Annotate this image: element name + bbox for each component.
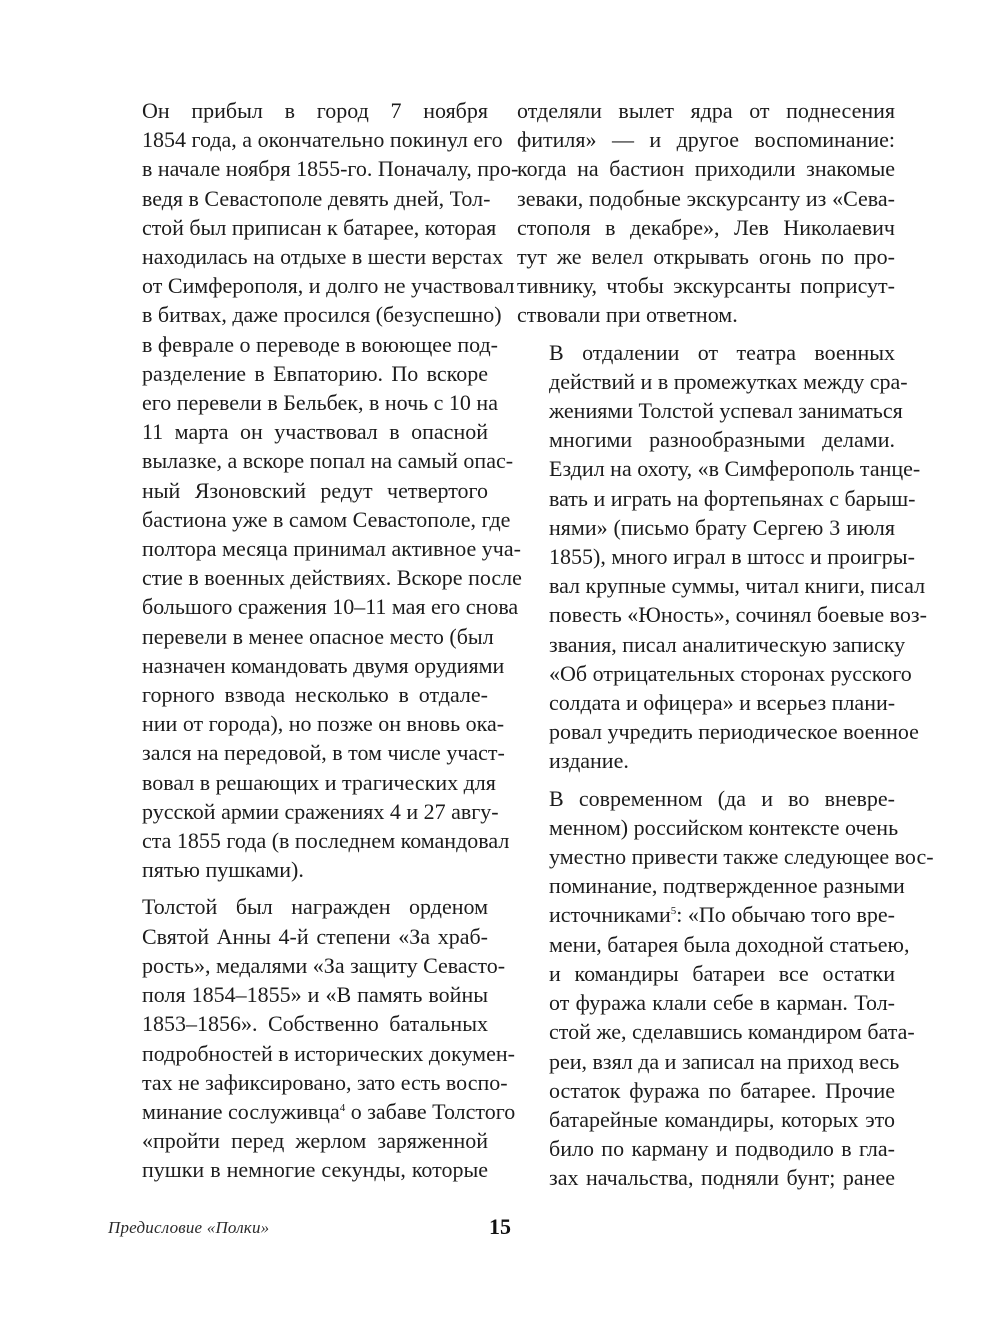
text-line: поля 1854–1855» и «В память войны bbox=[142, 982, 488, 1008]
text-fragment: минание сослуживца bbox=[142, 1098, 340, 1124]
text-line: батарейные командиры, которых это bbox=[549, 1106, 895, 1132]
text-line: полтора месяца принимал активное уча- bbox=[142, 536, 521, 562]
text-line: ста 1855 года (в последнем командовал bbox=[142, 828, 510, 854]
text-fragment: : «По обычаю того вре- bbox=[676, 902, 895, 928]
text-line: ведя в Севастополе девять дней, Тол- bbox=[142, 185, 491, 211]
text-line: нии от города), но позже он вновь ока- bbox=[142, 711, 505, 737]
text-line: «Об отрицательных сторонах русского bbox=[549, 660, 912, 686]
paragraph-continued bbox=[517, 96, 895, 330]
text-line: вать и играть на фортепьянах с барыш- bbox=[549, 485, 916, 511]
text-line: издание. bbox=[549, 748, 629, 774]
text-line: жениями Толстой успевал заниматься bbox=[549, 398, 903, 424]
text-line: зался на передовой, в том числе участ- bbox=[142, 740, 505, 766]
text-line: от Симферополя, и долго не участвовал bbox=[142, 273, 515, 299]
text-line: его перевели в Бельбек, в ночь с 10 на bbox=[142, 390, 498, 416]
text-line: ный Язоновский редут четвертого bbox=[142, 477, 488, 503]
text-line: мени, батарея была доходной статьею, bbox=[549, 931, 910, 957]
text-line: в начале ноября 1855-го. Поначалу, про- bbox=[142, 156, 519, 182]
text-line: в битвах, даже просился (безуспешно) bbox=[142, 302, 502, 328]
text-line: В современном (да и во вневре- bbox=[549, 785, 895, 811]
text-line: «пройти перед жерлом заряженной bbox=[142, 1128, 488, 1154]
text-line: солдата и офицера» и всерьез плани- bbox=[549, 690, 896, 716]
text-line: тах не зафиксировано, зато есть воспо- bbox=[142, 1069, 508, 1095]
text-line: 1853–1856». Собственно батальных bbox=[142, 1011, 488, 1037]
footnote-marker[interactable]: 4 bbox=[339, 1101, 346, 1114]
text-line: зеваки, подобные экскурсанту из «Сева- bbox=[517, 185, 895, 211]
text-line: остаток фуража по батарее. Прочие bbox=[549, 1077, 895, 1103]
text-line: стие в военных действиях. Вскоре после bbox=[142, 565, 522, 591]
text-line: бастиона уже в самом Севастополе, где bbox=[142, 506, 511, 532]
right-column bbox=[517, 96, 934, 1193]
text-line: звания, писал аналитическую записку bbox=[549, 631, 906, 657]
text-line: рость», медалями «За защиту Севасто- bbox=[142, 952, 506, 978]
text-fragment: о забаве Толстого bbox=[345, 1098, 516, 1124]
left-column bbox=[110, 96, 522, 1185]
text-line: горного взвода несколько в отдале- bbox=[142, 682, 488, 708]
text-line: било по карману и подводило в гла- bbox=[549, 1136, 895, 1162]
text-line: и командиры батареи все остатки bbox=[549, 960, 895, 986]
text-line: ровал учредить периодическое военное bbox=[549, 719, 919, 745]
text-line: Он прибыл в город 7 ноября bbox=[142, 98, 488, 123]
footnote-marker[interactable]: 5 bbox=[670, 905, 677, 918]
text-line: повесть «Юность», сочинял боевые воз- bbox=[549, 602, 927, 628]
paragraph bbox=[517, 784, 934, 1193]
text-line: русской армии сражениях 4 и 27 авгу- bbox=[142, 798, 499, 824]
page-number: 15 bbox=[489, 1214, 511, 1239]
text-line: 1855), много играл в штосс и проигры- bbox=[549, 544, 915, 570]
text-line: перевели в менее опасное место (был bbox=[142, 623, 494, 649]
text-line: пушки в немногие секунды, которые bbox=[142, 1157, 488, 1183]
text-line: находилась на отдыхе в шести верстах bbox=[142, 244, 504, 270]
text-line: 1854 года, а окончательно покинул его bbox=[142, 127, 503, 153]
paragraph bbox=[110, 892, 516, 1184]
text-line: пятью пушками). bbox=[142, 857, 304, 883]
text-line: действий и в промежутках между сра- bbox=[549, 368, 908, 394]
text-line: в феврале о переводе в воюющее под- bbox=[142, 331, 498, 357]
text-line-with-footnote bbox=[517, 900, 895, 929]
text-line: нями» (письмо брату Сергею 3 июля bbox=[549, 514, 895, 540]
text-line: вал крупные суммы, читал книги, писал bbox=[549, 573, 926, 599]
text-fragment: источниками bbox=[549, 902, 671, 928]
text-line: вылазке, а вскоре попал на самый опас- bbox=[142, 448, 514, 474]
text-line: когда на бастион приходили знакомые bbox=[517, 156, 895, 182]
text-line: Ездил на охоту, «в Симферополь танце- bbox=[549, 456, 921, 482]
text-line: уместно привести также следующее вос- bbox=[549, 844, 934, 870]
text-line: ствовали при ответном. bbox=[517, 302, 738, 328]
text-line: поминание, подтвержденное разными bbox=[549, 873, 905, 899]
text-line-with-footnote bbox=[110, 1097, 516, 1126]
text-line: 11 марта он участвовал в опасной bbox=[142, 419, 488, 445]
text-line: многими разнообразными делами. bbox=[549, 427, 895, 453]
text-line: Святой Анны 4-й степени «За храб- bbox=[142, 923, 488, 949]
text-line: разделение в Евпаторию. По вскоре bbox=[142, 360, 488, 386]
text-line: Толстой был награжден орденом bbox=[142, 894, 488, 920]
text-line: отделяли вылет ядра от поднесения bbox=[517, 98, 895, 123]
text-line: большого сражения 10–11 мая его снова bbox=[142, 594, 519, 620]
text-line: стой же, сделавшись командиром бата- bbox=[549, 1019, 915, 1045]
text-line: от фуража клали себе в карман. Тол- bbox=[549, 990, 895, 1016]
paragraph bbox=[517, 338, 927, 776]
running-footer-title: Предисловие «Полки» bbox=[108, 1218, 270, 1237]
text-line: В отдалении от театра военных bbox=[549, 339, 895, 365]
paragraph bbox=[110, 96, 522, 884]
text-line: назначен командовать двумя орудиями bbox=[142, 652, 505, 678]
text-line: фитиля» — и другое воспоминание: bbox=[517, 127, 895, 153]
text-line: менном) российском контексте очень bbox=[549, 814, 899, 840]
text-line: стополя в декабре», Лев Николаевич bbox=[517, 214, 895, 240]
text-line: вовал в решающих и трагических для bbox=[142, 769, 496, 795]
text-line: тивнику, чтобы экскурсанты поприсут- bbox=[517, 273, 895, 299]
text-line: подробностей в исторических докумен- bbox=[142, 1040, 515, 1066]
text-line: зах начальства, подняли бунт; ранее bbox=[549, 1165, 895, 1191]
text-line: реи, взял да и записал на приход весь bbox=[549, 1048, 900, 1074]
text-line: стой был приписан к батарее, которая bbox=[142, 214, 497, 240]
text-line: тут же велел открывать огонь по про- bbox=[517, 244, 895, 270]
